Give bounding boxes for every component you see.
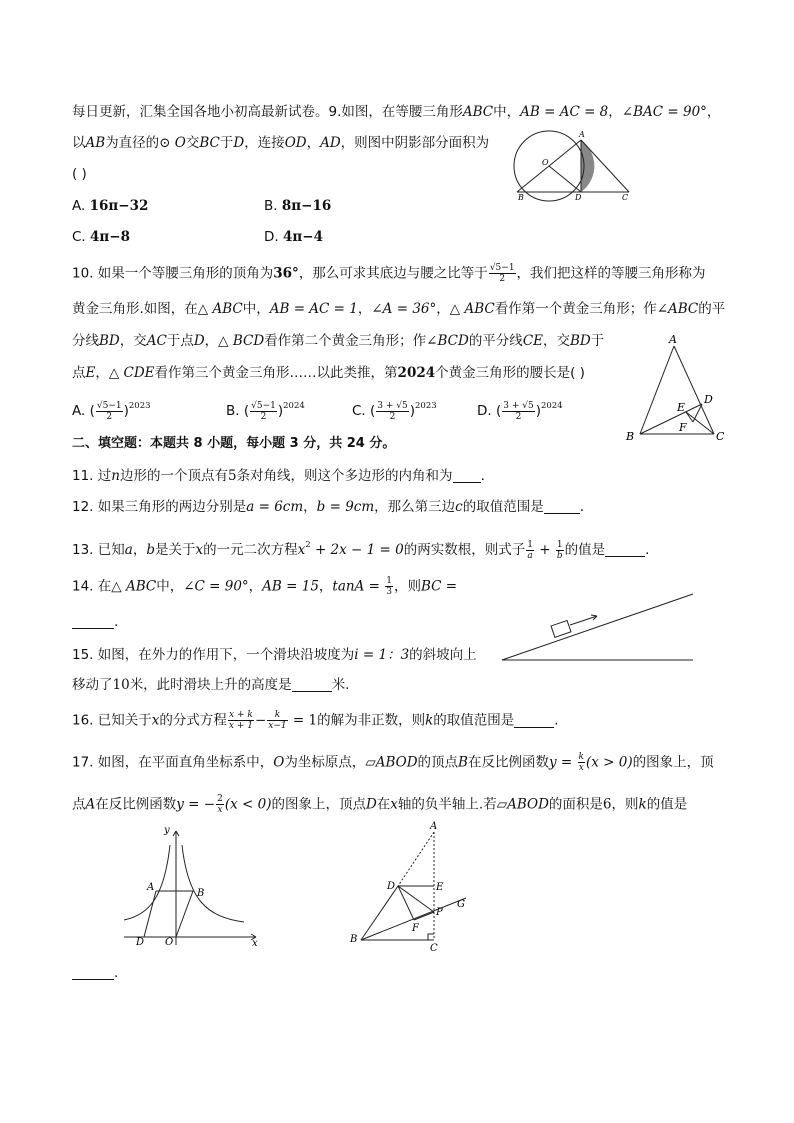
q9-label-b: B (518, 193, 524, 202)
fig2-segment-ad-dotted (398, 832, 434, 886)
q9-line2: 以AB为直径的⊙ O交BC于D，连接OD，AD，则图中阴影部分面积为 (72, 135, 490, 151)
q17-fig1-label-b: B (197, 888, 205, 899)
q9-option-a: A. 16π−32 (72, 198, 149, 214)
q17-fig1-label-d: D (136, 937, 145, 948)
q9-label-d: D (575, 193, 582, 202)
q15-line1: 15. 如图，在外力的作用下，一个滑块沿坡度为i = 1：3的斜坡向上 (72, 647, 477, 663)
section-2-heading: 二、填空题：本题共 8 小题，每小题 3 分，共 24 分。 (72, 436, 396, 451)
q9-line1: 每日更新，汇集全国各地小初高最新试卷。9.如图，在等腰三角形ABC中，AB = AC = 8，∠BAC = 90°， (72, 104, 721, 120)
q10-label-e: E (677, 401, 686, 414)
q17-answer-line: . (72, 963, 118, 983)
q10-line1: 10. 如果一个等腰三角形的顶角为36°，那么可求其底边与腰之比等于 $\frac{√5-1}{2}$ ，我们把这样的等腰三角形称为 (72, 263, 706, 284)
q10-label-d: D (704, 393, 713, 406)
q10-label-f: F (679, 421, 687, 434)
q17-line1: 17. 如图，在平面直角坐标系中，O为坐标原点，▱ABOD的顶点B在反比例函数y = $\frac{k}{x}$ (x > 0)的图象上，顶 (72, 752, 714, 773)
q9-label-o: O (542, 158, 549, 167)
fig2-segment-dp (398, 886, 434, 912)
q17-fig1-label-y: y (164, 825, 170, 836)
fig2-label-b: B (350, 934, 358, 945)
q10-label-a: A (669, 333, 677, 346)
q9-figure (505, 128, 640, 208)
fig2-label-c: C (430, 943, 438, 954)
q17-curve-right (182, 845, 244, 922)
q15-line2: 移动了10米，此时滑块上升的高度是 米. (72, 677, 350, 693)
q10-figure (622, 332, 732, 446)
fig2-right-angle-mark (428, 934, 434, 940)
q17-segment-ob (176, 891, 193, 937)
q10-line3: 分线BD，交AC于点D，△ BCD看作第二个黄金三角形；作∠BCD的平分线CE，交BD于 (72, 333, 605, 349)
q10-option-a: A. ( $\frac{√5-1}{2}$ )$^{2023}$ (72, 400, 151, 422)
q9-label-a: A (579, 130, 585, 139)
q9-option-b: B. 8π−16 (264, 198, 332, 214)
q10-label-b: B (626, 430, 635, 443)
q17-line2: 点A在反比例函数y = − $\frac{2}{x}$ (x < 0)的图象上，顶点D在x轴的负半轴上.若▱ABOD的面积是6，则k的值是 (72, 794, 688, 815)
q10-label-c: C (716, 430, 725, 443)
q16-answer-blank (514, 713, 554, 728)
q17-fig1-label-a: A (147, 882, 155, 893)
q15-force-arrow (570, 616, 597, 625)
fig2-label-p: P (436, 907, 443, 918)
q10-segment-ce (686, 412, 714, 434)
q17-coordinate-figure (118, 825, 268, 947)
q15-slope (502, 594, 693, 660)
q10-line4: 点E，△ CDE看作第三个黄金三角形……以此类推，第2024个黄金三角形的腰长是( ) (72, 365, 585, 381)
fig2-label-d: D (387, 881, 396, 892)
q14: 14. 在△ ABC中，∠C = 90°，AB = 15，tanA = $\frac{1}{3}$ ，则BC = (72, 576, 458, 597)
q10-option-d: D. ( $\frac{3 + √5}{2}$ )$^{2024}$ (477, 400, 563, 422)
q15-answer-blank (292, 677, 332, 692)
fig2-label-f: F (412, 923, 419, 934)
q9-option-d: D. 4π−4 (264, 229, 323, 245)
q12: 12. 如果三角形的两边分别是a = 6cm，b = 9cm，那么第三边c的取值范围是 . (72, 499, 585, 515)
q10-segment-bd (640, 404, 702, 434)
q9-segment-od (549, 166, 581, 192)
fig2-segment-df (398, 886, 414, 920)
q10-segment-ab (640, 346, 674, 434)
q17-answer-blank (72, 965, 114, 980)
q13: 13. 已知a，b是关于x的一元二次方程$x^2 + 2x - 1 = 0$的两实数根，则式子 $\frac{1}{a}$ + $\frac{1}{b}$ 的值是 . (72, 539, 650, 561)
q10-line2: 黄金三角形.如图，在△ ABC中，AB = AC = 1，∠A = 36°，△ ABC看作第一个黄金三角形；作∠ABC的平 (72, 301, 726, 317)
q9-label-c: C (622, 193, 629, 202)
q15-slope-figure (500, 590, 700, 664)
fig2-label-a: A (430, 821, 438, 832)
q17-geometry-figure (345, 818, 475, 956)
fig2-segment-bd (361, 886, 398, 940)
q10-option-b: B. ( $\frac{√5-1}{2}$ )$^{2024}$ (226, 400, 305, 422)
q10-option-c: C. ( $\frac{3 + √5}{2}$ )$^{2023}$ (352, 400, 437, 422)
q17-fig1-label-o: O (165, 937, 174, 948)
q14-answer-blank (72, 614, 114, 629)
fig2-segment-fp (414, 912, 434, 920)
q9-answer-paren: ( ) (72, 166, 87, 182)
q9-option-c: C. 4π−8 (72, 229, 130, 245)
q15-slider-block (551, 620, 571, 637)
q13-answer-blank (605, 542, 645, 557)
q11: 11. 过n边形的一个顶点有5条对角线，则这个多边形的内角和为 . (72, 468, 485, 484)
fig2-label-g: G (457, 899, 465, 910)
fig2-label-e: E (436, 882, 444, 893)
q11-answer-blank (453, 468, 481, 483)
q17-segment-da (144, 891, 156, 937)
q16: 16. 已知关于x的分式方程 $\frac{x + k}{x + 1}$ − $\frac{k}{x-1}$ = 1的解为非正数，则k的取值范围是 . (72, 710, 559, 731)
q17-fig1-label-x: x (252, 938, 258, 949)
q14-answer-line: . (72, 612, 118, 632)
q12-answer-blank (544, 499, 580, 514)
